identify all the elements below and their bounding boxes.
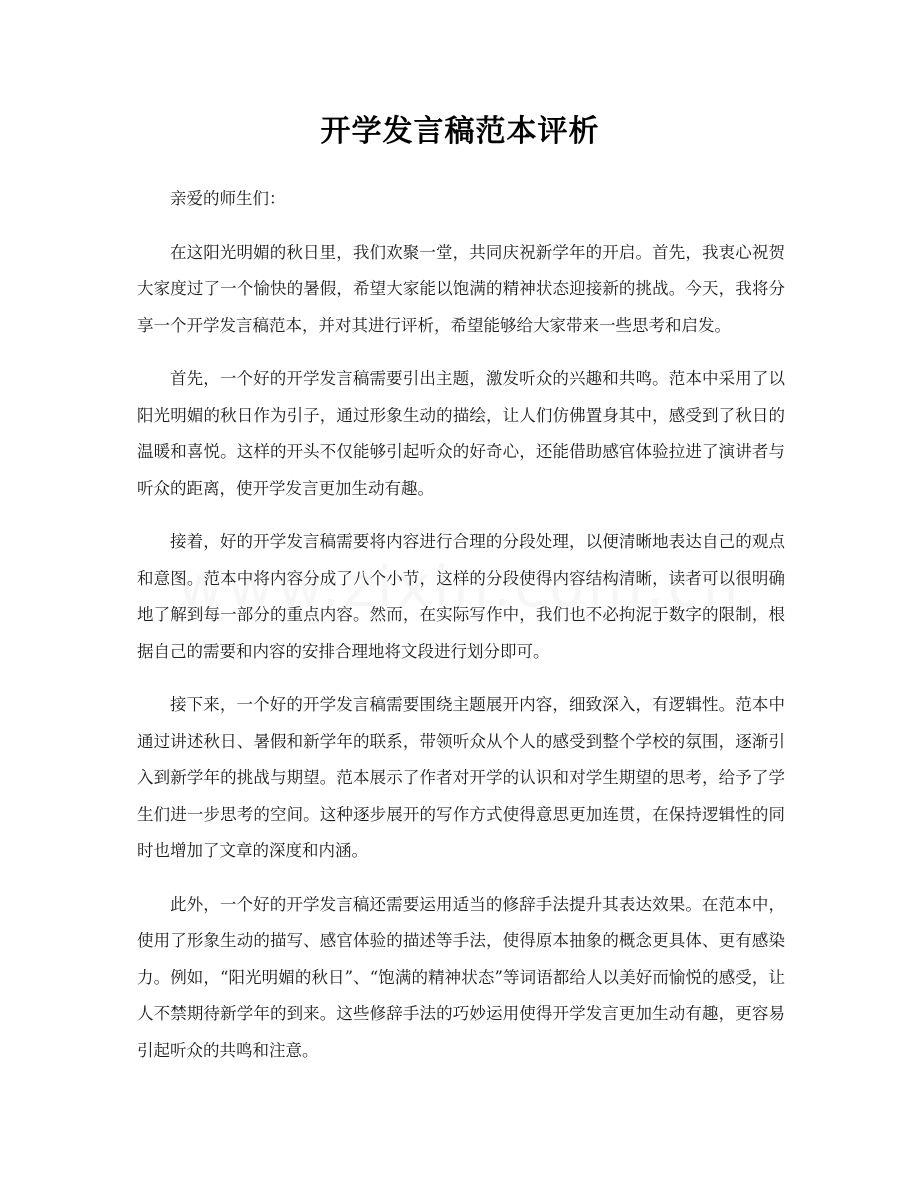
body-paragraph: 在这阳光明媚的秋日里，我们欢聚一堂，共同庆祝新学年的开启。首先，我衷心祝贺大家度过了一个愉快的暑假，希望大家能以饱满的精神状态迎接新的挑战。今天，我将分享一个开学发言稿范本，并对其进行评析，希望能够给大家带来一些思考和启发。	[137, 242, 785, 335]
body-paragraph: 接着，好的开学发言稿需要将内容进行合理的分段处理，以便清晰地表达自己的观点和意图。范本中将内容分成了八个小节，这样的分段使得内容结构清晰，读者可以很明确地了解到每一部分的重点内容。然而，在实际写作中，我们也不必拘泥于数字的限制，根据自己的需要和内容的安排合理地将文段进行划分即可。	[137, 532, 785, 661]
salutation-paragraph: 亲爱的师生们：	[170, 189, 286, 208]
page-title: 开学发言稿范本评析	[320, 114, 600, 149]
body-paragraph: 首先，一个好的开学发言稿需要引出主题，激发听众的兴趣和共鸣。范本中采用了以阳光明媚的秋日作为引子，通过形象生动的描绘，让人们仿佛置身其中，感受到了秋日的温暖和喜悦。这样的开头不仅能够引起听众的好奇心，还能借助感官体验拉进了演讲者与听众的距离，使开学发言更加生动有趣。	[137, 369, 785, 498]
document-body	[137, 181, 785, 1086]
body-paragraph: 此外，一个好的开学发言稿还需要运用适当的修辞手法提升其表达效果。在范本中，使用了形象生动的描写、感官体验的描述等手法，使得原本抽象的概念更具体、更有感染力。例如，“阳光明媚的秋日”、“饱满的精神状态”等词语都给人以美好而愉悦的感受，让人不禁期待新学年的到来。这些修辞手法的巧妙运用使得开学发言更加生动有趣，更容易引起听众的共鸣和注意。	[137, 894, 785, 1060]
body-paragraph: 接下来，一个好的开学发言稿需要围绕主题展开内容，细致深入，有逻辑性。范本中通过讲述秋日、暑假和新学年的联系，带领听众从个人的感受到整个学校的氛围，逐渐引入到新学年的挑战与期望。范本展示了作者对开学的认识和对学生期望的思考，给予了学生们进一步思考的空间。这种逐步展开的写作方式使得意思更加连贯，在保持逻辑性的同时也增加了文章的深度和内涵。	[137, 695, 785, 860]
